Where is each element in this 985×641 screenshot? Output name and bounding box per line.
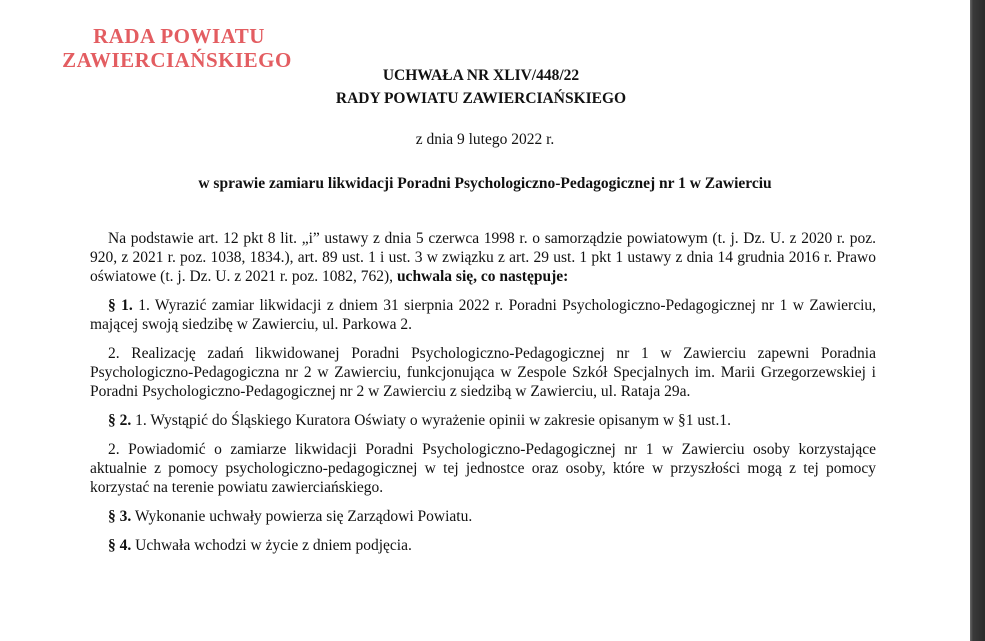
section-2-label: § 2. bbox=[108, 412, 132, 429]
section-3-text: Wykonanie uchwały powierza się Zarządowi Powiatu. bbox=[134, 508, 473, 525]
section-1-text-2: 2. Realizację zadań likwidowanej Poradni Psychologiczno-Pedagogicznej nr 1 w Zawierciu zapewni Poradnia Psychologiczno-Pedagogiczna nr 2 w Zawierciu, funkcjonująca w Zespole Szkół Specjalnych im. Marii Grzegorzewskiej i Poradni Psychologiczno-Pedagogicznej nr 2 w Zawierciu z siedzibą w Zawierciu, ul. Rataja 29a. bbox=[90, 345, 876, 400]
preamble-text: Na podstawie art. 12 pkt 8 lit. „i” ustawy z dnia 5 czerwca 1998 r. o samorządzie powiatowym (t. j. Dz. U. z 2020 r. poz. 920, z 2021 r. poz. 1038, 1834.), art. 89 ust. 1 i ust. 3 w związku z art. 29 ust. 1 pkt 1 ustawy z dnia 14 grudnia 2016 r. Prawo oświatowe (t. j. Dz. U. z 2021 r. poz. 1082, 762), bbox=[90, 230, 876, 285]
section-4-paragraph bbox=[90, 536, 876, 555]
section-1-paragraph-1 bbox=[90, 296, 876, 334]
resolution-subject: w sprawie zamiaru likwidacji Poradni Psychologiczno-Pedagogicznej nr 1 w Zawierciu bbox=[198, 175, 772, 192]
section-3-label: § 3. bbox=[108, 508, 132, 525]
section-4-text: Uchwała wchodzi w życie z dniem podjęcia. bbox=[135, 537, 412, 554]
viewer-background-edge bbox=[970, 0, 985, 641]
section-4-label: § 4. bbox=[108, 537, 132, 554]
stamp-line-2: ZAWIERCIAŃSKIEGO bbox=[62, 48, 292, 72]
preamble-bold-tail: uchwala się, co następuje: bbox=[396, 268, 569, 285]
preamble-paragraph bbox=[90, 229, 876, 286]
section-1-label: § 1. bbox=[108, 297, 133, 314]
resolution-body bbox=[90, 229, 876, 565]
resolution-date: z dnia 9 lutego 2022 r. bbox=[415, 131, 555, 148]
stamp-line-1: RADA POWIATU bbox=[93, 24, 265, 48]
section-2-paragraph-2 bbox=[90, 440, 876, 497]
resolution-issuer: RADY POWIATU ZAWIERCIAŃSKIEGO bbox=[335, 90, 627, 107]
section-2-text-2: 2. Powiadomić o zamiarze likwidacji Poradni Psychologiczno-Pedagogicznej nr 1 w Zawierciu osoby korzystające aktualnie z pomocy psychologiczno-pedagogicznej w tej jednostce oraz osoby, które w przyszłości mogą z tej pomocy korzystać na terenie powiatu zawierciańskiego. bbox=[90, 441, 876, 496]
council-stamp bbox=[62, 24, 292, 72]
section-3-paragraph bbox=[90, 507, 876, 526]
section-1-text-1: 1. Wyrazić zamiar likwidacji z dniem 31 sierpnia 2022 r. Poradni Psychologiczno-Pedagogicznej nr 1 w Zawierciu, mającej swoją siedzibę w Zawierciu, ul. Parkowa 2. bbox=[90, 297, 877, 333]
section-1-paragraph-2 bbox=[90, 344, 876, 401]
resolution-title: UCHWAŁA NR XLIV/448/22 bbox=[382, 67, 580, 84]
section-2-text-1: 1. Wystąpić do Śląskiego Kuratora Oświaty o wyrażenie opinii w zakresie opisanym w §1 ust.1. bbox=[135, 412, 731, 429]
section-2-paragraph-1 bbox=[90, 411, 876, 430]
